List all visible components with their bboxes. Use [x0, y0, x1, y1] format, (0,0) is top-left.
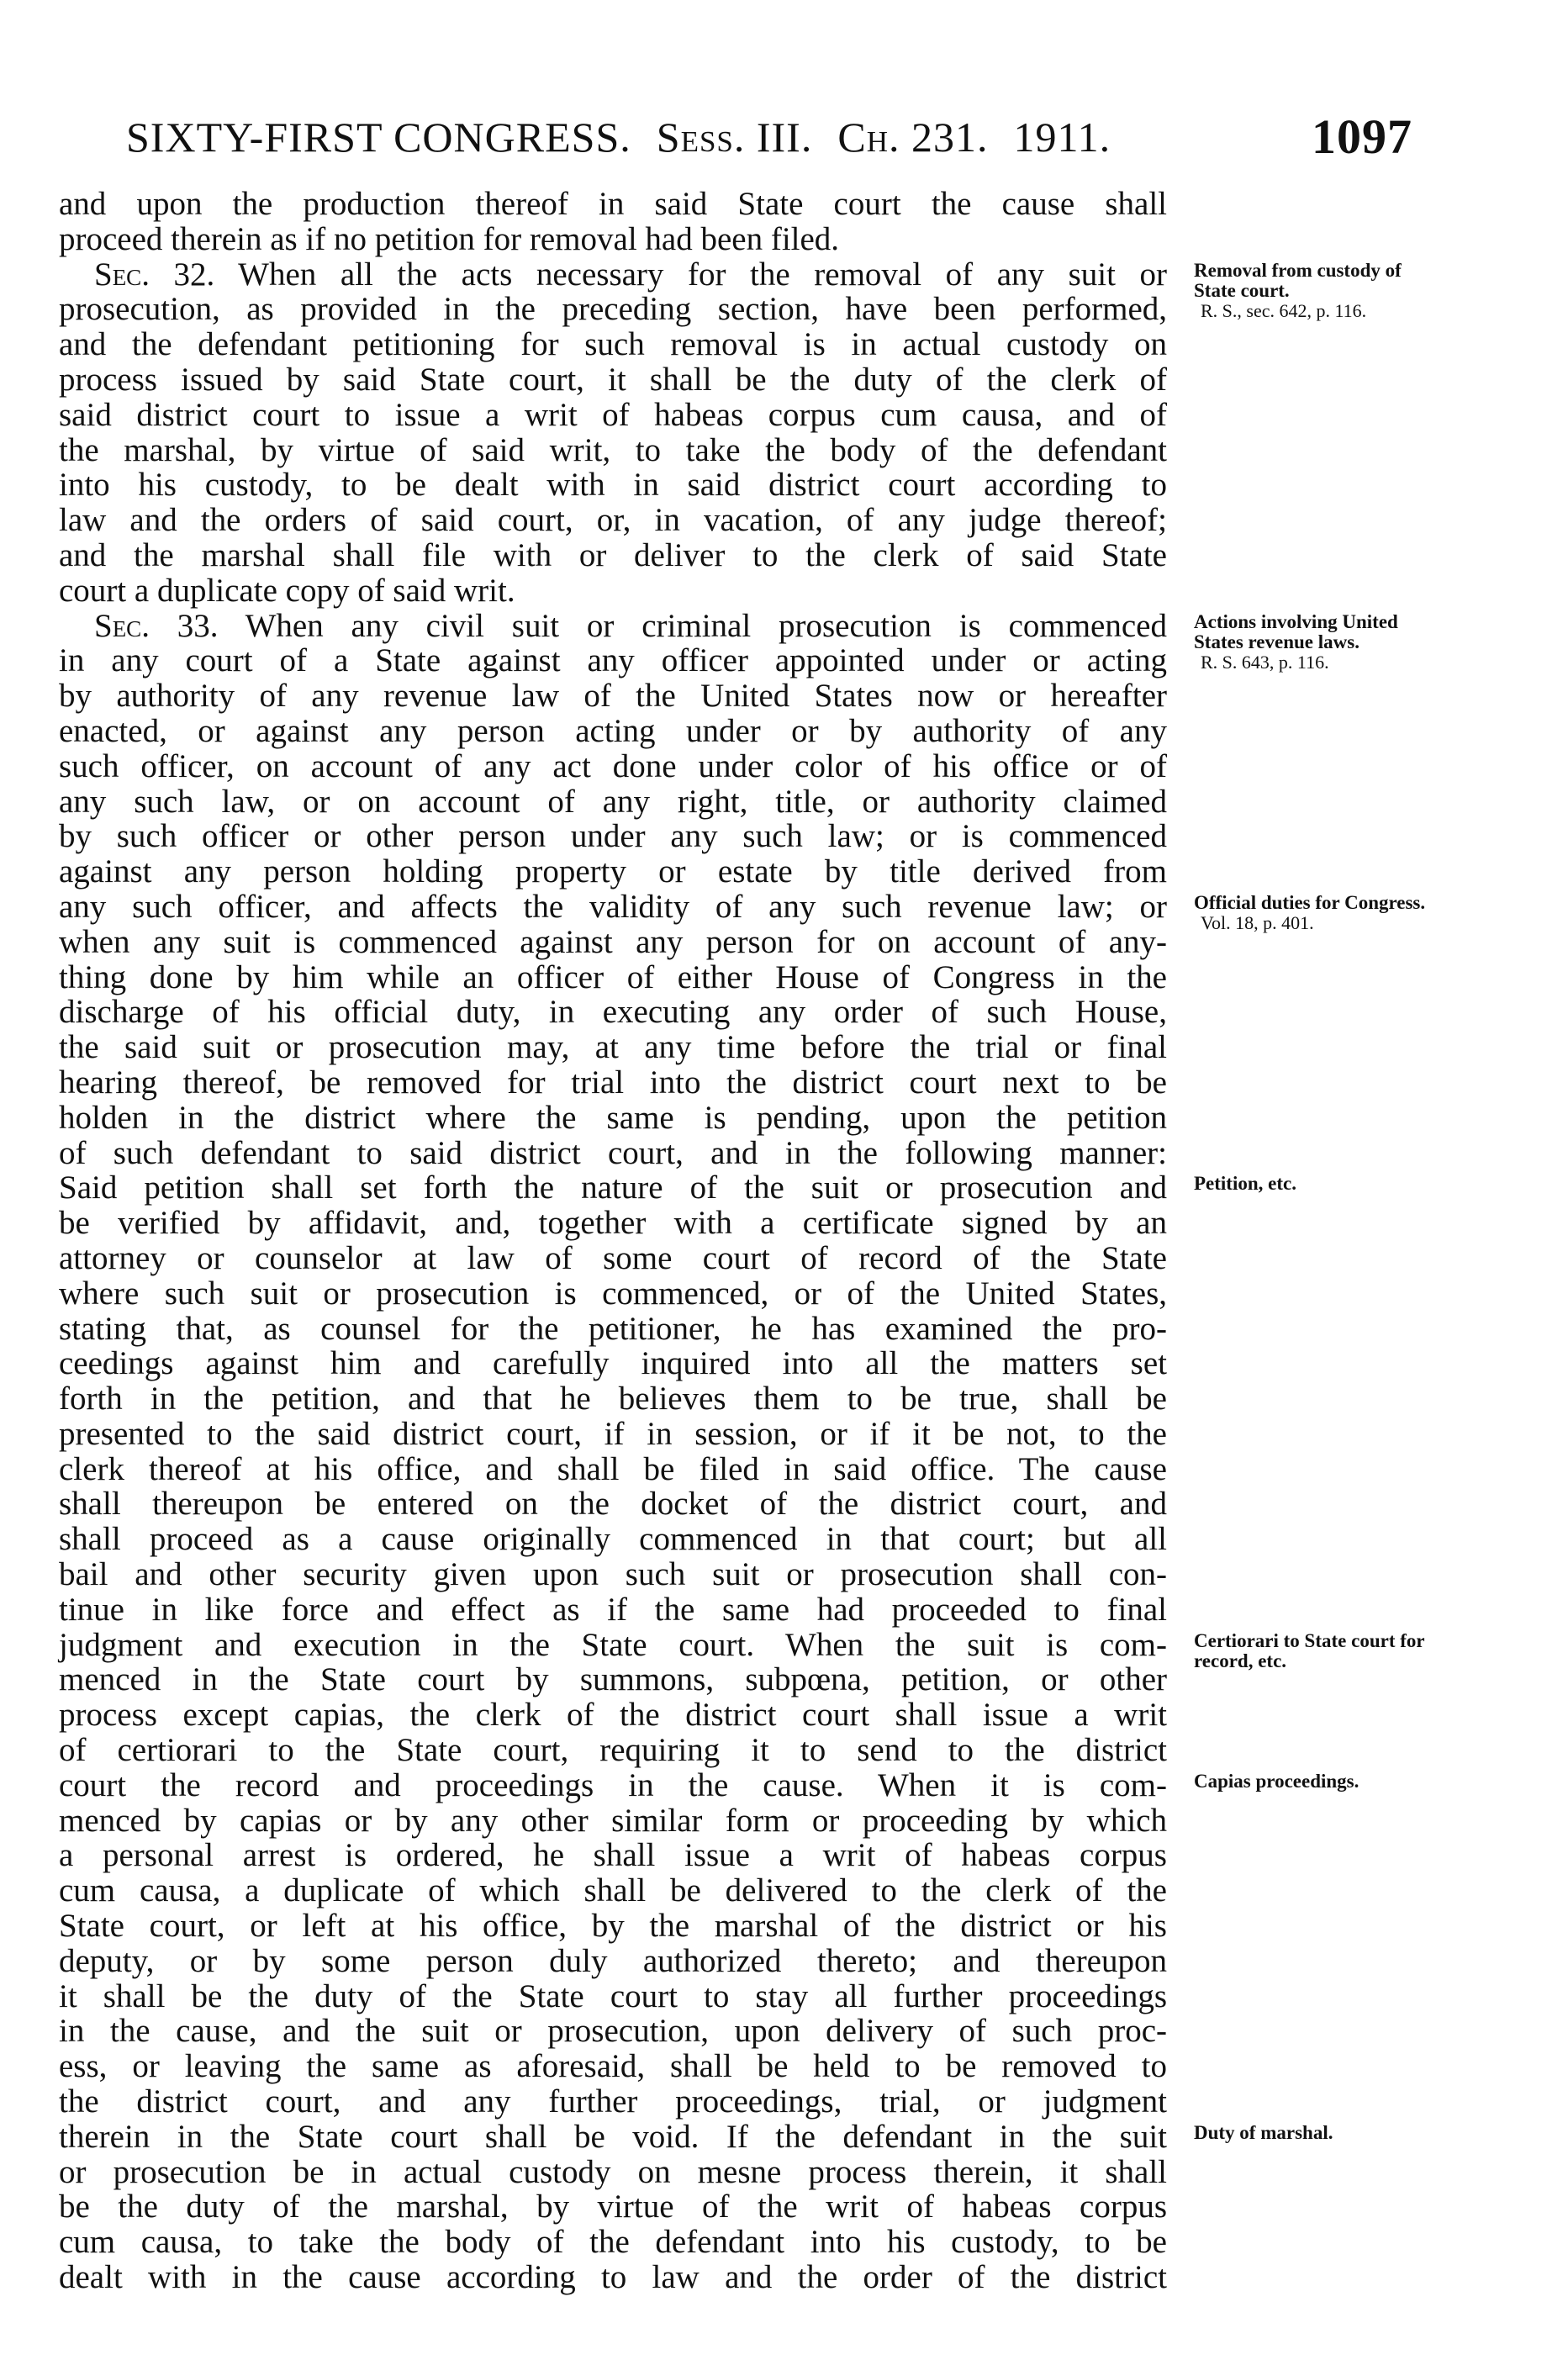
text-line [59, 2260, 1167, 2295]
margin-note-heading: Official duties for Congress. [1194, 892, 1426, 913]
text-line [59, 2120, 1167, 2155]
text-line [59, 1170, 1167, 1206]
line-text: the district court, and any further proceedings, trial, or judgment [59, 2083, 1167, 2120]
line-text: court a duplicate copy of said writ. [59, 572, 515, 609]
text-line [59, 257, 1167, 293]
line-text: such officer, on account of any act done under color of his office or of [59, 747, 1167, 784]
line-text: against any person holding property or estate by title derived from [59, 853, 1167, 890]
text-line [59, 2225, 1167, 2260]
line-text: State court, or left at his office, by the marshal of the district or his [59, 1908, 1167, 1945]
line-text: thing done by him while an officer of either House of Congress in the [59, 958, 1167, 995]
line-text: attorney or counselor at law of some court of record of the State [59, 1239, 1167, 1276]
text-line [59, 2189, 1167, 2225]
text-line [59, 1276, 1167, 1312]
text-line [59, 2155, 1167, 2190]
header-session: Sess. III. [656, 114, 813, 161]
line-text: be the duty of the marshal, by virtue of the writ of habeas corpus [59, 2188, 1167, 2225]
text-line [59, 609, 1167, 644]
text-line [59, 2014, 1167, 2049]
page-number: 1097 [1312, 109, 1412, 164]
line-text: be verified by affidavit, and, together with a certificate signed by an [59, 1205, 1167, 1242]
line-text: shall proceed as a cause originally commenced in that court; but all [59, 1521, 1167, 1558]
line-text: law and the orders of said court, or, in vacation, of any judge thereof; [59, 502, 1167, 539]
text-line [59, 1838, 1167, 1873]
line-text: prosecution, as provided in the preceding section, have been performed, [59, 291, 1167, 328]
text-line [59, 1628, 1167, 1663]
line-text: discharge of his official duty, in executing any order of such House, [59, 994, 1167, 1031]
line-text: dealt with in the cause according to law and the order of the district [59, 2259, 1167, 2296]
margin-note-reference: R. S. 643, p. 116. [1201, 651, 1329, 673]
text-line [59, 1557, 1167, 1592]
line-text: of certiorari to the State court, requiring it to send to the district [59, 1732, 1167, 1769]
section-number: Sec. 32. [94, 256, 215, 293]
line-text: by such officer or other person under any such law; or is commenced [59, 818, 1167, 855]
text-line [59, 1381, 1167, 1417]
text-line [59, 362, 1167, 398]
line-text: stating that, as counsel for the petitioner, he has examined the pro- [59, 1310, 1167, 1347]
margin-note-heading: Capias proceedings. [1194, 1771, 1359, 1792]
text-line [59, 643, 1167, 678]
line-text: When all the acts necessary for the removal of any suit or [214, 256, 1167, 293]
margin-note [1194, 2123, 1446, 2143]
text-line [59, 538, 1167, 573]
margin-note [1194, 261, 1446, 321]
margin-note-heading: Duty of marshal. [1194, 2122, 1333, 2143]
text-line [59, 749, 1167, 784]
header-chapter: Ch. 231. [837, 114, 989, 161]
line-text: it shall be the duty of the State court to stay all further proceedings [59, 1977, 1167, 2014]
margin-note [1194, 1631, 1446, 1671]
text-line [59, 503, 1167, 538]
text-line [59, 1733, 1167, 1768]
line-text: into his custody, to be dealt with in said district court according to [59, 467, 1167, 504]
line-text: menced by capias or by any other similar form or proceeding by which [59, 1802, 1167, 1839]
margin-note-reference: R. S., sec. 642, p. 116. [1201, 299, 1367, 321]
line-text: deputy, or by some person duly authorized thereto; and thereupon [59, 1942, 1167, 1979]
line-text: the marshal, by virtue of said writ, to take the body of the defendant [59, 431, 1167, 468]
text-line [59, 1030, 1167, 1065]
line-text: court the record and proceedings in the cause. When it is com- [59, 1766, 1167, 1803]
line-text: tinue in like force and effect as if the same had proceeded to final [59, 1591, 1167, 1628]
line-text: in the cause, and the suit or prosecution, upon delivery of such proc- [59, 2013, 1167, 2050]
line-text: of such defendant to said district court, and in the following manner: [59, 1134, 1167, 1171]
line-text: therein in the State court shall be void. If the defendant in the suit [59, 2118, 1167, 2155]
line-text: process except capias, the clerk of the district court shall issue a writ [59, 1697, 1167, 1734]
line-text: in any court of a State against any officer appointed under or acting [59, 642, 1167, 679]
text-line [59, 1873, 1167, 1909]
text-line [59, 1803, 1167, 1839]
text-line [59, 925, 1167, 960]
text-line [59, 714, 1167, 749]
margin-note [1194, 612, 1446, 673]
margin-note [1194, 1174, 1446, 1194]
text-line [59, 1065, 1167, 1101]
line-text: and upon the production thereof in said State court the cause shall [59, 186, 1167, 222]
line-text: process issued by said State court, it shall be the duty of the clerk of [59, 361, 1167, 398]
text-line [59, 2084, 1167, 2120]
margin-note-reference: Vol. 18, p. 401. [1201, 912, 1314, 933]
line-text: and the defendant petitioning for such removal is in actual custody on [59, 326, 1167, 363]
text-line [59, 960, 1167, 995]
text-line [59, 573, 1167, 609]
line-text: where such suit or prosecution is commenced, or of the United States, [59, 1275, 1167, 1312]
line-text: any such officer, and affects the validity of any such revenue law; or [59, 888, 1167, 925]
line-text: holden in the district where the same is pending, upon the petition [59, 1099, 1167, 1136]
header-year: 1911. [1013, 114, 1111, 161]
line-text: cum causa, a duplicate of which shall be delivered to the clerk of the [59, 1872, 1167, 1909]
text-line [59, 1417, 1167, 1452]
line-text: Said petition shall set forth the nature of the suit or prosecution and [59, 1169, 1167, 1206]
text-line [59, 1101, 1167, 1136]
line-text: clerk thereof at his office, and shall be filed in said office. The cause [59, 1450, 1167, 1487]
section-number: Sec. 33. [94, 607, 219, 644]
text-line [59, 1312, 1167, 1347]
text-line [59, 222, 1167, 257]
line-text: said district court to issue a writ of habeas corpus cum causa, and of [59, 396, 1167, 433]
margin-note [1194, 893, 1446, 933]
line-text: bail and other security given upon such suit or prosecution shall con- [59, 1556, 1167, 1593]
text-line [59, 1697, 1167, 1733]
margin-note-heading: Petition, etc. [1194, 1173, 1296, 1195]
text-line [59, 1592, 1167, 1628]
line-text: or prosecution be in actual custody on mesne process therein, it shall [59, 2153, 1167, 2190]
line-text: presented to the said district court, if in session, or if it be not, to the [59, 1415, 1167, 1452]
line-text: and the marshal shall file with or deliver to the clerk of said State [59, 536, 1167, 573]
line-text: by authority of any revenue law of the United States now or hereafter [59, 678, 1167, 715]
line-text: proceed therein as if no petition for removal had been filed. [59, 220, 840, 257]
line-text: judgment and execution in the State court. When the suit is com- [59, 1626, 1167, 1663]
margin-note-heading: Removal from custody of State court. [1194, 259, 1402, 301]
margin-note [1194, 1771, 1446, 1792]
text-line [59, 1522, 1167, 1557]
line-text: menced in the State court by summons, subpœna, petition, or other [59, 1661, 1167, 1698]
margin-note-heading: Actions involving United States revenue laws. [1194, 610, 1398, 652]
text-line [59, 854, 1167, 890]
text-line [59, 1909, 1167, 1944]
line-text: When any civil suit or criminal prosecution is commenced [218, 607, 1167, 644]
text-line [59, 819, 1167, 854]
text-line [59, 1944, 1167, 1979]
margin-note-heading: Certiorari to State court for record, etc. [1194, 1629, 1425, 1671]
text-line [59, 1346, 1167, 1381]
line-text: when any suit is commenced against any person for on account of any- [59, 923, 1167, 960]
line-text: cum causa, to take the body of the defendant into his custody, to be [59, 2224, 1167, 2261]
text-line [59, 292, 1167, 327]
line-text: hearing thereof, be removed for trial into the district court next to be [59, 1064, 1167, 1101]
line-text: enacted, or against any person acting under or by authority of any [59, 712, 1167, 749]
text-line [59, 890, 1167, 925]
text-line [59, 1768, 1167, 1803]
text-line [59, 467, 1167, 503]
text-line [59, 678, 1167, 714]
header-congress: SIXTY-FIRST CONGRESS. [126, 114, 631, 161]
line-text: the said suit or prosecution may, at any time before the trial or final [59, 1029, 1167, 1066]
line-text: ess, or leaving the same as aforesaid, shall be held to be removed to [59, 2048, 1167, 2085]
text-line [59, 1979, 1167, 2014]
line-text: ceedings against him and carefully inquired into all the matters set [59, 1345, 1167, 1382]
text-line [59, 187, 1167, 222]
line-text: any such law, or on account of any right, title, or authority claimed [59, 783, 1167, 820]
text-line [59, 2049, 1167, 2084]
text-line [59, 1486, 1167, 1522]
text-line [59, 327, 1167, 362]
text-line [59, 784, 1167, 820]
text-line [59, 995, 1167, 1030]
running-header [126, 108, 1412, 166]
text-line [59, 1206, 1167, 1241]
line-text: shall thereupon be entered on the docket of the district court, and [59, 1486, 1167, 1523]
line-text: a personal arrest is ordered, he shall issue a writ of habeas corpus [59, 1837, 1167, 1874]
text-line [59, 1662, 1167, 1697]
text-line [59, 1136, 1167, 1171]
text-line [59, 1241, 1167, 1276]
text-line [59, 433, 1167, 468]
line-text: forth in the petition, and that he believes them to be true, shall be [59, 1381, 1167, 1418]
text-line [59, 398, 1167, 433]
text-line [59, 1452, 1167, 1487]
statute-body-text [59, 187, 1167, 2295]
